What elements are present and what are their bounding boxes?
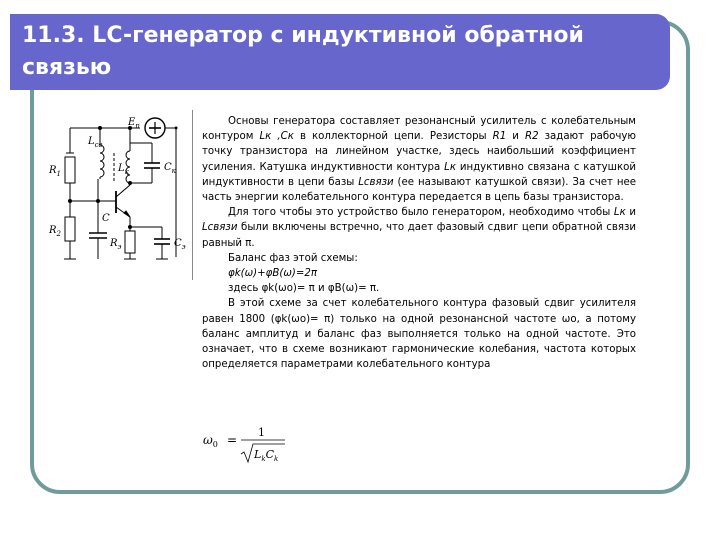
ep-label: $E_п$: [128, 117, 140, 130]
r2-label: $R_2$: [49, 225, 61, 238]
body-text: [202, 114, 636, 372]
paragraph-5: здесь φk(ωо)= π и φB(ω)= π.: [228, 283, 380, 295]
divider-line: [192, 110, 193, 280]
resonance-formula: [203, 424, 293, 468]
paragraph-2: Для того чтобы это устройство было генератором, необходимо чтобы Lк и Lсвязи были включены встречно, что дает фазовый сдвиг цепи обратной связи равный π.: [202, 207, 636, 249]
paragraph-6: В этой схеме за счет колебательного контура фазовый сдвиг усилителя равен 1800 (φk(ωо)= π) только на одной резонансной частоте ωо, а потому баланс амплитуд и баланс фаз выполняется только на одной частоте. Это означает, что в схеме возникают гармонические колебания, частота которых определяется параметрами колебательного контура: [202, 298, 636, 371]
title-line-2: связью: [22, 55, 112, 80]
formula-omega: $\omega_0$: [203, 433, 218, 449]
ce-label: $C_э$: [174, 238, 186, 251]
r1-label: $R_1$: [49, 165, 61, 178]
formula-denominator: $L_kC_k$: [254, 448, 279, 463]
ck-label: $C_к$: [164, 162, 176, 175]
title-line-1: 11.3. LC-генератор с индуктивной обратной: [22, 23, 584, 48]
formula-equals: =: [227, 433, 238, 447]
c-label: C: [102, 213, 110, 224]
paragraph-3: Баланс фаз этой схемы:: [228, 252, 358, 264]
paragraph-4-formula: φk(ω)+φB(ω)=2π: [228, 268, 317, 280]
lc-generator-circuit-diagram: [44, 113, 194, 288]
lk-label: $L_к$: [118, 163, 129, 176]
formula-numerator: 1: [258, 426, 265, 439]
paragraph-1: Основы генератора составляет резонансный усилитель с колебательным контуром Lк ,Ск в коллекторной цепи. Резисторы R1 и R2 задают рабочую точку транзистора на линейном участке, здесь наибольший коэффициент усиления. Катушка индуктивности контура Lк индуктивно связана с катушкой индуктивности в цепи базы Lсвязи (ее называют катушкой связи). За счет нее часть энергии колебательного контура передается в цепь базы транзистора.: [202, 116, 637, 204]
lsv-label: $L_{св}$: [88, 136, 103, 149]
slide-title: [22, 20, 662, 84]
re-label: $R_э$: [110, 238, 122, 251]
